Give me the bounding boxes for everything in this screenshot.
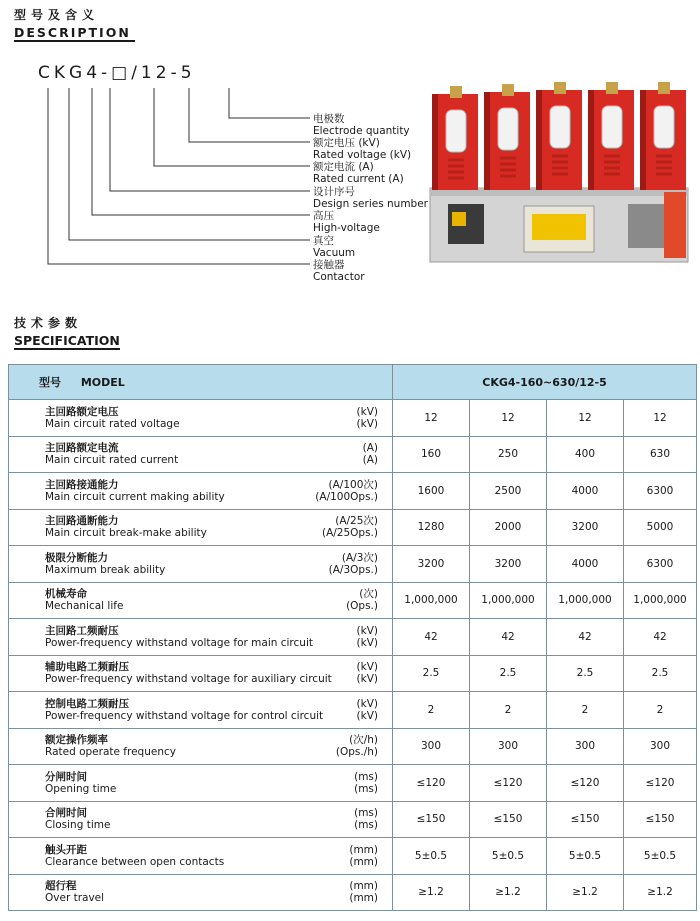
unit-cn: (A/3次) xyxy=(341,551,378,564)
value-cell: 2 xyxy=(624,692,697,729)
parameter-name-cn: 主回路接通能力 xyxy=(45,478,119,491)
value-cell: ≤150 xyxy=(470,801,547,838)
table-row xyxy=(9,619,697,656)
value-cell: 12 xyxy=(393,400,470,437)
parameter-name-en: Mechanical life xyxy=(45,600,124,613)
value-cell: 2 xyxy=(470,692,547,729)
value-cell: 1600 xyxy=(393,473,470,510)
label-en: Rated current (A) xyxy=(313,173,404,185)
value-cell: ≤120 xyxy=(393,765,470,802)
value-cell: 3200 xyxy=(393,546,470,583)
label-cn: 设计序号 xyxy=(313,186,355,198)
parameter-cell xyxy=(9,436,393,473)
parameter-cell xyxy=(9,765,393,802)
value-cell: 1280 xyxy=(393,509,470,546)
unit-en: (A/25Ops.) xyxy=(321,527,378,540)
vacuum-contactor-image xyxy=(428,80,690,266)
table-row xyxy=(9,582,697,619)
label-high-voltage xyxy=(313,210,380,234)
value-cell: 42 xyxy=(393,619,470,656)
parameter-name-cn: 控制电路工频耐压 xyxy=(45,697,129,710)
parameter-name-cn: 主回路额定电流 xyxy=(45,442,119,455)
value-cell: 2500 xyxy=(470,473,547,510)
parameter-cell xyxy=(9,874,393,911)
value-cell: 400 xyxy=(547,436,624,473)
parameter-name-en: Power-frequency withstand voltage for control circuit xyxy=(45,709,324,722)
value-cell: ≤150 xyxy=(393,801,470,838)
table-row xyxy=(9,473,697,510)
parameter-unit xyxy=(346,588,378,612)
label-en: Vacuum xyxy=(313,247,356,259)
table-row xyxy=(9,874,697,911)
value-cell: ≤150 xyxy=(547,801,624,838)
parameter-name-en: Main circuit break-make ability xyxy=(45,527,207,540)
unit-en: (kV) xyxy=(356,709,378,722)
parameter-unit xyxy=(322,515,378,539)
unit-cn: (kV) xyxy=(356,405,378,418)
label-vacuum xyxy=(313,235,355,259)
parameter-cell xyxy=(9,546,393,583)
label-electrode-quantity xyxy=(313,113,410,137)
parameter-name-cn: 主回路通断能力 xyxy=(45,515,119,528)
unit-en: (kV) xyxy=(356,636,378,649)
description-heading-cn: 型号及含义 xyxy=(14,8,100,22)
parameter-name-cn: 合闸时间 xyxy=(45,807,87,820)
unit-cn: (ms) xyxy=(354,770,378,783)
parameter-name-cn: 辅助电路工频耐压 xyxy=(45,661,129,674)
value-cell: 12 xyxy=(470,400,547,437)
value-cell: 2.5 xyxy=(470,655,547,692)
unit-cn: (mm) xyxy=(349,880,378,893)
parameter-cell xyxy=(9,619,393,656)
value-cell: 42 xyxy=(470,619,547,656)
parameter-unit xyxy=(363,442,378,466)
unit-cn: (mm) xyxy=(349,843,378,856)
value-cell: 300 xyxy=(470,728,547,765)
value-cell: 1,000,000 xyxy=(393,582,470,619)
table-row xyxy=(9,655,697,692)
unit-cn: (kV) xyxy=(356,624,378,637)
label-cn: 接触器 xyxy=(313,259,345,271)
parameter-cell xyxy=(9,801,393,838)
parameter-name-en: Over travel xyxy=(45,892,105,905)
parameter-name-cn: 机械寿命 xyxy=(45,588,87,601)
value-cell: 2.5 xyxy=(547,655,624,692)
value-cell: 12 xyxy=(547,400,624,437)
unit-en: (A/100Ops.) xyxy=(315,490,378,503)
value-cell: 42 xyxy=(624,619,697,656)
unit-cn: (A/25次) xyxy=(335,515,378,528)
specification-heading-en: SPECIFICATION xyxy=(14,333,120,348)
model-header-cell xyxy=(9,365,393,400)
parameter-name-cn: 主回路额定电压 xyxy=(45,405,119,418)
parameter-cell xyxy=(9,838,393,875)
parameter-cell xyxy=(9,582,393,619)
unit-en: (ms) xyxy=(354,782,378,795)
value-cell: 630 xyxy=(624,436,697,473)
value-cell: ≤120 xyxy=(547,765,624,802)
value-cell: ≥1.2 xyxy=(547,874,624,911)
label-cn: 额定电流 (A) xyxy=(313,161,374,173)
specification-heading-cn: 技术参数 xyxy=(14,316,83,330)
parameter-name-en: Main circuit current making ability xyxy=(45,490,225,503)
value-cell: 160 xyxy=(393,436,470,473)
table-row xyxy=(9,509,697,546)
value-cell: 4000 xyxy=(547,546,624,583)
value-cell: 5±0.5 xyxy=(470,838,547,875)
unit-en: (kV) xyxy=(356,673,378,686)
table-row xyxy=(9,400,697,437)
parameter-name-en: Closing time xyxy=(45,819,111,832)
parameter-unit xyxy=(357,698,378,722)
parameter-name-en: Maximum break ability xyxy=(45,563,166,576)
model-label-cn: 型号 xyxy=(39,376,61,389)
parameter-name-en: Power-frequency withstand voltage for auxiliary circuit xyxy=(45,673,332,686)
value-cell: ≥1.2 xyxy=(470,874,547,911)
unit-cn: (A/100次) xyxy=(328,478,378,491)
table-row xyxy=(9,436,697,473)
unit-cn: (kV) xyxy=(356,661,378,674)
parameter-unit xyxy=(354,807,378,831)
parameter-name-cn: 极限分断能力 xyxy=(45,551,108,564)
value-cell: 5±0.5 xyxy=(547,838,624,875)
parameter-cell xyxy=(9,509,393,546)
value-cell: 3200 xyxy=(470,546,547,583)
parameter-unit xyxy=(357,661,378,685)
unit-cn: (ms) xyxy=(354,807,378,820)
label-contactor xyxy=(313,259,365,283)
parameter-name-cn: 分闸时间 xyxy=(45,770,87,783)
parameter-unit xyxy=(329,552,378,576)
label-cn: 真空 xyxy=(313,235,334,247)
value-cell: 42 xyxy=(547,619,624,656)
value-cell: 2 xyxy=(547,692,624,729)
value-cell: 3200 xyxy=(547,509,624,546)
parameter-name-cn: 主回路工频耐压 xyxy=(45,624,119,637)
label-cn: 额定电压 (kV) xyxy=(313,137,380,149)
label-en: High-voltage xyxy=(313,222,380,234)
table-row xyxy=(9,728,697,765)
parameter-name-cn: 触头开距 xyxy=(45,843,87,856)
table-row xyxy=(9,765,697,802)
unit-cn: (kV) xyxy=(356,697,378,710)
model-code: CKG4-□/12-5 xyxy=(38,63,196,83)
parameter-unit xyxy=(357,625,378,649)
parameter-cell xyxy=(9,400,393,437)
parameter-cell xyxy=(9,692,393,729)
description-heading-en: DESCRIPTION xyxy=(14,26,135,42)
label-en: Rated voltage (kV) xyxy=(313,149,412,161)
label-en: Electrode quantity xyxy=(313,125,410,137)
value-cell: 5000 xyxy=(624,509,697,546)
table-header-row xyxy=(9,365,697,400)
value-cell: 2 xyxy=(393,692,470,729)
value-cell: ≥1.2 xyxy=(624,874,697,911)
label-rated-voltage xyxy=(313,137,411,161)
parameter-name-en: Rated operate frequency xyxy=(45,746,176,759)
unit-cn: (次) xyxy=(359,588,378,601)
label-cn: 高压 xyxy=(313,210,334,222)
parameter-name-en: Main circuit rated current xyxy=(45,454,179,467)
label-en: Contactor xyxy=(313,271,365,283)
value-cell: 5±0.5 xyxy=(624,838,697,875)
value-cell: 1,000,000 xyxy=(624,582,697,619)
parameter-unit xyxy=(354,771,378,795)
value-cell: 300 xyxy=(547,728,624,765)
parameter-unit xyxy=(349,880,378,904)
value-cell: 300 xyxy=(393,728,470,765)
parameter-name-cn: 额定操作频率 xyxy=(45,734,108,747)
parameter-name-en: Clearance between open contacts xyxy=(45,855,225,868)
specification-heading xyxy=(14,316,120,350)
value-cell: 6300 xyxy=(624,473,697,510)
unit-en: (ms) xyxy=(354,819,378,832)
value-cell: 2000 xyxy=(470,509,547,546)
value-cell: 2.5 xyxy=(393,655,470,692)
parameter-name-en: Main circuit rated voltage xyxy=(45,417,180,430)
parameter-name-en: Power-frequency withstand voltage for main circuit xyxy=(45,636,313,649)
value-cell: ≥1.2 xyxy=(393,874,470,911)
parameter-name-cn: 超行程 xyxy=(45,880,77,893)
table-row xyxy=(9,546,697,583)
unit-cn: (A) xyxy=(362,442,378,455)
label-en: Design series number xyxy=(313,198,429,210)
unit-en: (mm) xyxy=(349,892,378,905)
parameter-cell xyxy=(9,473,393,510)
value-cell: ≤150 xyxy=(624,801,697,838)
value-cell: 4000 xyxy=(547,473,624,510)
unit-en: (mm) xyxy=(349,855,378,868)
model-value-cell: CKG4-160~630/12-5 xyxy=(393,365,697,400)
table-row xyxy=(9,801,697,838)
unit-cn: (次/h) xyxy=(349,734,378,747)
value-cell: ≤120 xyxy=(470,765,547,802)
label-design-series xyxy=(313,186,428,210)
value-cell: 250 xyxy=(470,436,547,473)
parameter-unit xyxy=(315,479,378,503)
model-label-en: MODEL xyxy=(80,376,125,389)
unit-en: (kV) xyxy=(356,417,378,430)
table-row xyxy=(9,692,697,729)
unit-en: (A/3Ops.) xyxy=(328,563,378,576)
value-cell: 1,000,000 xyxy=(547,582,624,619)
label-cn: 电极数 xyxy=(313,113,345,125)
value-cell: 5±0.5 xyxy=(393,838,470,875)
value-cell: 6300 xyxy=(624,546,697,583)
value-cell: 2.5 xyxy=(624,655,697,692)
parameter-name-en: Opening time xyxy=(45,782,117,795)
value-cell: 300 xyxy=(624,728,697,765)
unit-en: (A) xyxy=(362,454,378,467)
parameter-unit xyxy=(336,734,378,758)
unit-en: (Ops.) xyxy=(346,600,378,613)
table-row xyxy=(9,838,697,875)
parameter-unit xyxy=(357,406,378,430)
parameter-unit xyxy=(349,844,378,868)
specification-table xyxy=(8,364,697,911)
parameter-cell xyxy=(9,655,393,692)
value-cell: 1,000,000 xyxy=(470,582,547,619)
parameter-cell xyxy=(9,728,393,765)
value-cell: 12 xyxy=(624,400,697,437)
value-cell: ≤120 xyxy=(624,765,697,802)
label-rated-current xyxy=(313,161,404,185)
unit-en: (Ops./h) xyxy=(335,746,378,759)
